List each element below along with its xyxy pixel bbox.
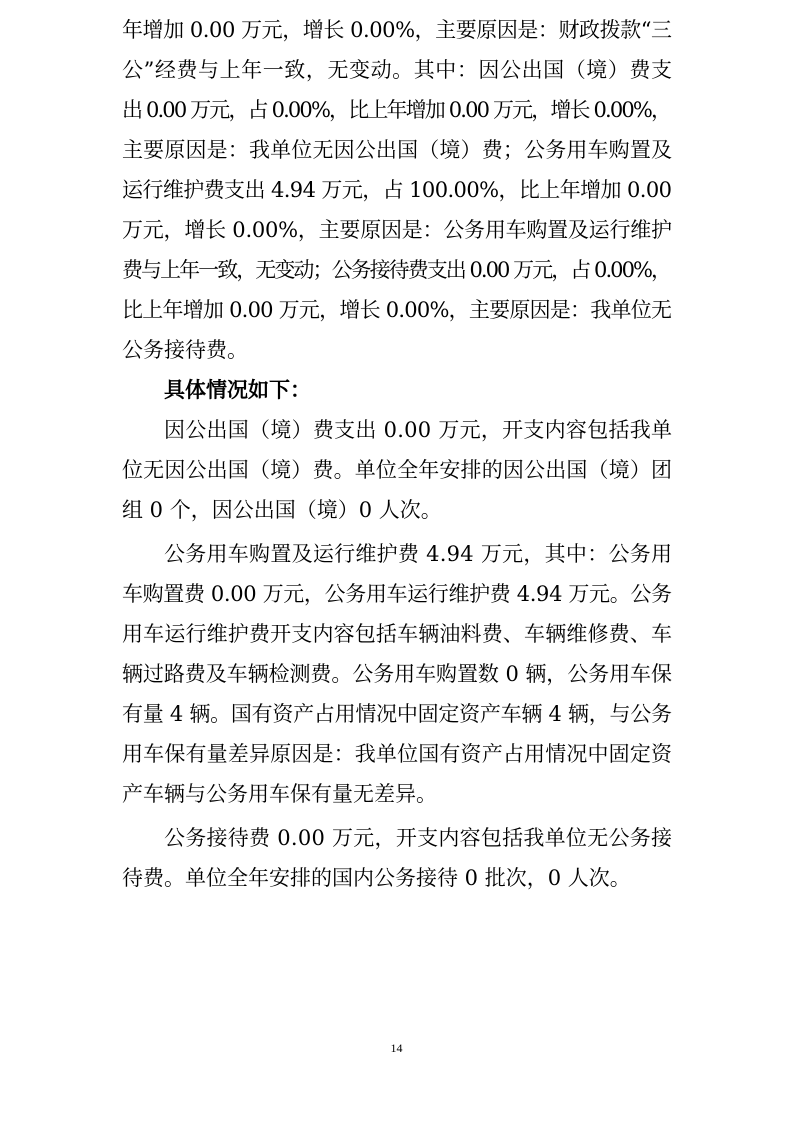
text-line: 公务接待费。 [122, 338, 248, 362]
text-line: 公”经费与上年一致，无变动。其中：因公出国（境）费支 [122, 58, 673, 82]
text-line: 待费。单位全年安排的国内公务接待 0 批次，0 人次。 [122, 866, 631, 890]
text-line: 运行维护费支出 4.94 万元，占 100.00%，比上年增加 0.00 [122, 178, 672, 202]
text-line: 车购置费 0.00 万元，公务用车运行维护费 4.94 万元。公务 [122, 582, 672, 606]
text-line: 公务用车购置及运行维护费 4.94 万元，其中：公务用 [164, 542, 673, 566]
text-line: 组 0 个，因公出国（境）0 人次。 [122, 498, 442, 522]
section-heading: 具体情况如下： [164, 377, 311, 402]
text-line: 有量 4 辆。国有资产占用情况中固定资产车辆 4 辆，与公务 [122, 702, 672, 726]
text-line: 万元，增长 0.00%，主要原因是：公务用车购置及运行维护 [122, 218, 672, 242]
text-line: 主要原因是：我单位无因公出国（境）费；公务用车购置及 [122, 138, 673, 162]
text-line: 年增加 0.00 万元，增长 0.00%，主要原因是：财政拨款“三 [122, 18, 672, 42]
text-line: 出 0.00 万元，占 0.00%，比上年增加 0.00 万元，增长 0.00%， [122, 98, 671, 122]
text-line: 因公出国（境）费支出 0.00 万元，开支内容包括我单 [164, 418, 673, 442]
page-number: 14 [390, 1041, 403, 1055]
text-line: 位无因公出国（境）费。单位全年安排的因公出国（境）团 [122, 458, 673, 482]
text-line: 辆过路费及车辆检测费。公务用车购置数 0 辆，公务用车保 [122, 662, 672, 686]
text-line: 费与上年一致，无变动；公务接待费支出 0.00 万元，占 0.00%， [122, 258, 671, 282]
text-line: 比上年增加 0.00 万元，增长 0.00%，主要原因是：我单位无 [122, 298, 672, 322]
text-line: 产车辆与公务用车保有量无差异。 [122, 782, 437, 806]
text-line: 公务接待费 0.00 万元，开支内容包括我单位无公务接 [164, 826, 673, 850]
text-line: 用车保有量差异原因是：我单位国有资产占用情况中固定资 [122, 742, 673, 766]
text-line: 用车运行维护费开支内容包括车辆油料费、车辆维修费、车 [122, 622, 673, 646]
